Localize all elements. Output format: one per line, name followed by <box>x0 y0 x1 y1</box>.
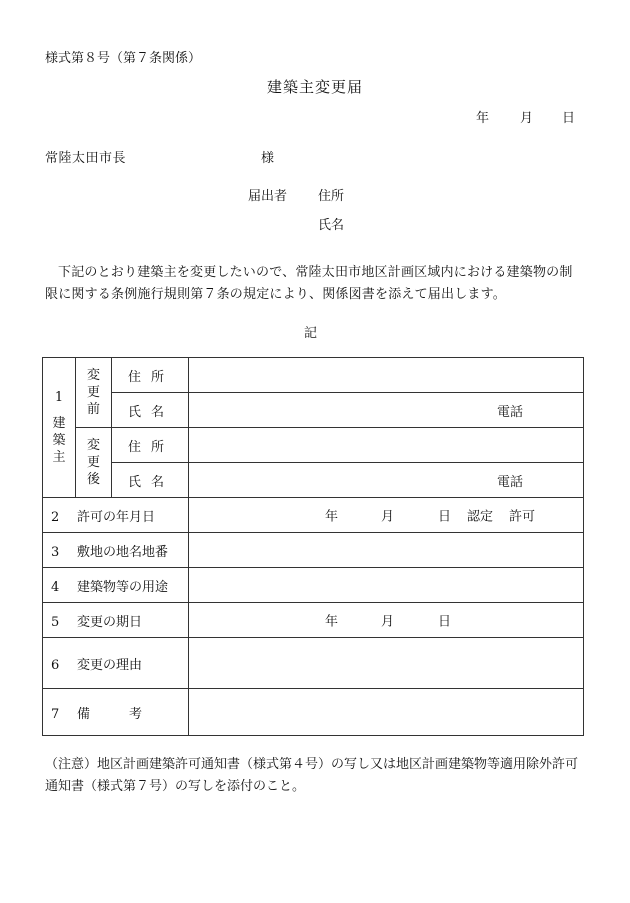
before-name-field[interactable] <box>189 393 584 428</box>
after-char: 変 <box>86 438 100 453</box>
row-label: 変更の理由 <box>77 657 143 673</box>
after-address-label: 住所 <box>112 428 189 463</box>
body-text-content: 下記のとおり建築主を変更したいので、常陸太田市地区計画区域内における建築物の制限に関する条例施行規則第７条の規定により、関係図書を添えて届出します。 <box>45 265 573 302</box>
after-phone-label: 電話 <box>496 474 523 490</box>
section1-number: 1 <box>54 390 64 405</box>
row-number: 2 <box>51 509 60 525</box>
owner-label-char: 主 <box>52 450 66 465</box>
applicant-address-label: 住所 <box>318 189 345 204</box>
after-char: 後 <box>86 472 100 487</box>
page-title: 建築主変更届 <box>266 78 363 96</box>
remarks-label <box>43 689 189 736</box>
approval-option: 認定 <box>467 509 494 525</box>
permit-date-field[interactable] <box>189 498 584 533</box>
addressee-honorific: 様 <box>261 151 275 166</box>
date-day: 日 <box>562 111 576 126</box>
applicant-name-label: 氏名 <box>318 218 345 233</box>
ki-mark: 記 <box>304 326 318 341</box>
permit-option: 許可 <box>509 509 536 525</box>
table-row <box>43 463 584 498</box>
building-use-field[interactable] <box>189 568 584 603</box>
remarks-field[interactable] <box>189 689 584 736</box>
building-use-label <box>43 568 189 603</box>
table-row <box>43 568 584 603</box>
change-date-label <box>43 603 189 638</box>
site-address-label <box>43 533 189 568</box>
row-label: 許可の年月日 <box>77 509 156 525</box>
row-label: 変更の期日 <box>77 614 143 630</box>
before-phone-label: 電話 <box>496 404 523 420</box>
before-char: 変 <box>86 368 100 383</box>
site-address-field[interactable] <box>189 533 584 568</box>
table-row <box>43 533 584 568</box>
change-reason-field[interactable] <box>189 638 584 689</box>
row-label: 建築物等の用途 <box>77 579 169 595</box>
owner-label-cell <box>43 358 76 498</box>
date-year: 年 <box>476 111 490 126</box>
table-row <box>43 428 584 463</box>
before-name-label: 氏名 <box>112 393 189 428</box>
after-change-cell <box>76 428 112 498</box>
note-text: （注意）地区計画建築許可通知書（様式第４号）の写し又は地区計画建築物等適用除外許可通知書（様式第７号）の写しを添付のこと。 <box>45 757 579 794</box>
before-address-label: 住所 <box>112 358 189 393</box>
change-date-field[interactable] <box>189 603 584 638</box>
applicant-label: 届出者 <box>248 189 288 204</box>
row-number: 6 <box>51 657 60 673</box>
before-change-cell <box>76 358 112 428</box>
permit-year: 年 <box>325 509 339 525</box>
row-number: 4 <box>51 579 60 595</box>
table-row <box>43 603 584 638</box>
row-number: 7 <box>51 706 60 722</box>
row-number: 5 <box>51 614 60 630</box>
table-row <box>43 638 584 689</box>
form-number: 様式第８号（第７条関係） <box>45 51 202 66</box>
body-text <box>45 262 585 306</box>
change-month: 月 <box>381 614 395 630</box>
permit-date-label <box>43 498 189 533</box>
table-row <box>43 498 584 533</box>
owner-label-char: 築 <box>52 433 66 448</box>
before-address-field[interactable] <box>189 358 584 393</box>
after-address-field[interactable] <box>189 428 584 463</box>
row-label: 敷地の地名地番 <box>77 544 169 560</box>
after-name-field[interactable] <box>189 463 584 498</box>
row-label: 備 考 <box>77 706 143 722</box>
change-day: 日 <box>438 614 452 630</box>
table-row <box>43 689 584 736</box>
table-row <box>43 358 584 393</box>
addressee-name: 常陸太田市長 <box>45 151 127 166</box>
row-number: 3 <box>51 544 60 560</box>
before-char: 更 <box>86 385 100 400</box>
after-char: 更 <box>86 455 100 470</box>
before-char: 前 <box>86 402 100 417</box>
owner-label-char: 建 <box>52 416 66 431</box>
change-reason-label <box>43 638 189 689</box>
after-name-label: 氏名 <box>112 463 189 498</box>
form-table <box>42 357 584 736</box>
change-year: 年 <box>325 614 339 630</box>
table-row <box>43 393 584 428</box>
date-month: 月 <box>520 111 534 126</box>
permit-day: 日 <box>438 509 452 525</box>
permit-month: 月 <box>381 509 395 525</box>
